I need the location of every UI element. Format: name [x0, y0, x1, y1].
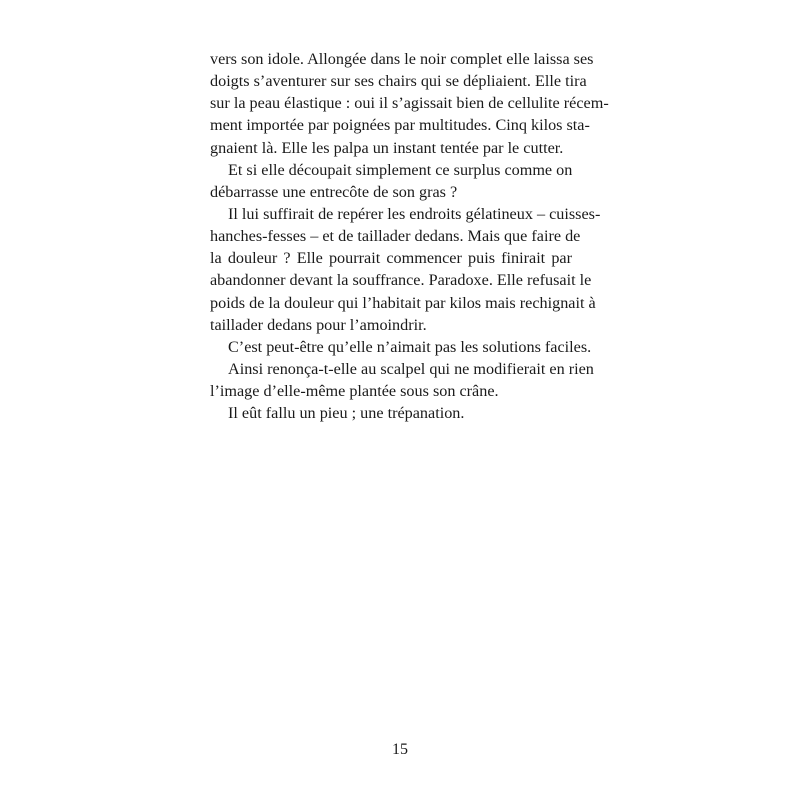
text-line: la douleur ? Elle pourrait commencer puis finirait par	[210, 249, 572, 268]
text-line: Il eût fallu un pieu ; une trépanation.	[228, 404, 465, 423]
text-line: hanches-fesses – et de taillader dedans. Mais que faire de	[210, 227, 581, 246]
text-line: Et si elle découpait simplement ce surplus comme on	[228, 160, 573, 179]
text-line: Il lui suffirait de repérer les endroits gélatineux – cuisses-	[228, 204, 601, 223]
text-line: gnaient là. Elle les palpa un instant tentée par le cutter.	[210, 138, 564, 157]
text-line: doigts s’aventurer sur ses chairs qui se dépliaient. Elle tira	[210, 72, 587, 91]
text-line: vers son idole. Allongée dans le noir complet elle laissa ses	[210, 50, 594, 68]
page-number: 15	[392, 741, 408, 758]
text-line: Ainsi renonça-t-elle au scalpel qui ne modifierait en rien	[228, 359, 594, 378]
text-line: taillader dedans pour l’amoindrir.	[210, 315, 427, 334]
text-line: débarrasse une entrecôte de son gras ?	[210, 182, 458, 201]
text-line: l’image d’elle-même plantée sous son crâne.	[210, 382, 499, 401]
text-line: poids de la douleur qui l’habitait par kilos mais rechignait à	[210, 293, 596, 312]
text-line: sur la peau élastique : oui il s’agissait bien de cellulite récem-	[210, 94, 609, 113]
text-line: abandonner devant la souffrance. Paradoxe. Elle refusait le	[210, 271, 592, 290]
text-line: C’est peut-être qu’elle n’aimait pas les solutions faciles.	[228, 337, 592, 356]
text-line: ment importée par poignées par multitudes. Cinq kilos sta-	[210, 116, 590, 135]
body-text	[210, 48, 609, 424]
